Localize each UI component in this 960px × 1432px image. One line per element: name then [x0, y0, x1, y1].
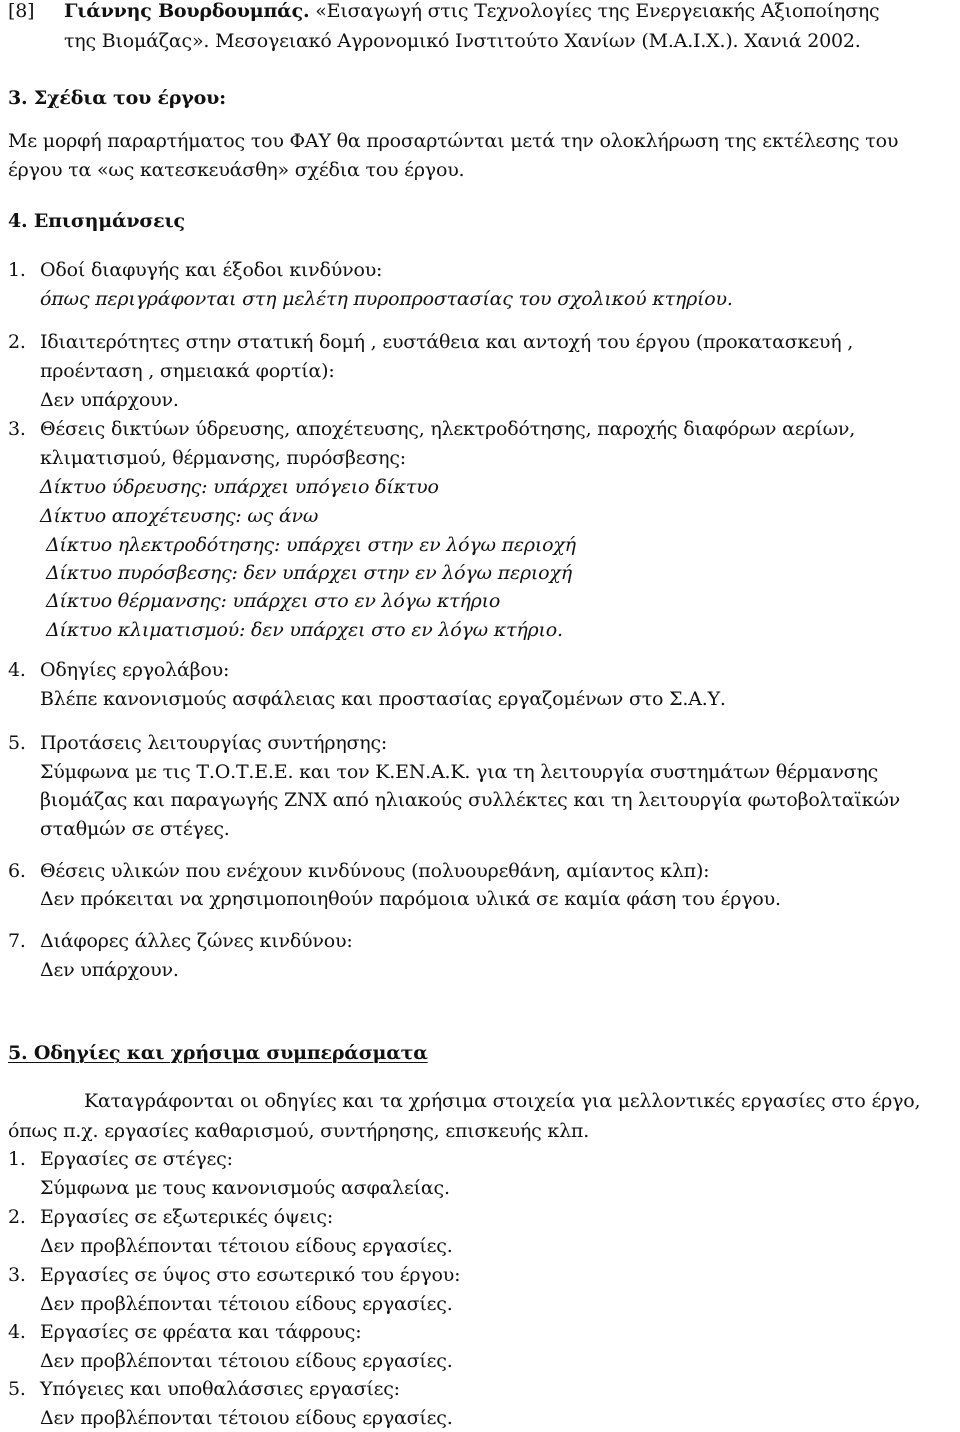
- work-5-number: 5.: [8, 1378, 26, 1400]
- section-5-intro-1: Καταγράφονται οι οδηγίες και τα χρήσιμα στοιχεία για μελλοντικές εργασίες στο έργο,: [84, 1090, 921, 1112]
- item-7-number: 7.: [8, 930, 26, 952]
- work-4-title: Εργασίες σε φρέατα και τάφρους:: [40, 1321, 362, 1343]
- work-2-text: Δεν προβλέπονται τέτοιου είδους εργασίες.: [40, 1235, 453, 1257]
- network-heating: Δίκτυο θέρμανσης: υπάρχει στο εν λόγω κτήριο: [46, 590, 501, 612]
- item-7-title: Διάφορες άλλες ζώνες κινδύνου:: [40, 930, 353, 952]
- reference-line-1: [64, 0, 879, 22]
- section-4-heading: 4. Επισημάνσεις: [8, 210, 185, 232]
- section-5-intro-2: όπως π.χ. εργασίες καθαρισμού, συντήρησης, επισκευής κλπ.: [8, 1120, 590, 1142]
- reference-title: «Εισαγωγή στις Τεχνολογίες της Ενεργειακής Αξιοποίησης: [315, 0, 880, 22]
- reference-number: [8]: [8, 0, 35, 22]
- item-6-text: Δεν πρόκειται να χρησιμοποιηθούν παρόμοια υλικά σε καμία φάση του έργου.: [40, 888, 781, 910]
- section-5-heading: 5. Οδηγίες και χρήσιμα συμπεράσματα: [8, 1042, 428, 1064]
- network-aircon: Δίκτυο κλιματισμού: δεν υπάρχει στο εν λόγω κτήριο.: [46, 619, 563, 641]
- section-3-text-2: έργου τα «ως κατεσκευάσθη» σχέδια του έργου.: [8, 159, 465, 181]
- network-sewage: Δίκτυο αποχέτευσης: ως άνω: [40, 505, 319, 527]
- work-4-text: Δεν προβλέπονται τέτοιου είδους εργασίες.: [40, 1350, 453, 1372]
- item-5-text-3: σταθμών σε στέγες.: [40, 818, 230, 840]
- work-1-number: 1.: [8, 1148, 26, 1170]
- work-5-title: Υπόγειες και υποθαλάσσιες εργασίες:: [40, 1378, 400, 1400]
- item-2-number: 2.: [8, 331, 26, 353]
- work-1-text: Σύμφωνα με τους κανονισμούς ασφαλείας.: [40, 1177, 450, 1199]
- item-3-title-cont: κλιματισμού, θέρμανσης, πυρόσβεσης:: [40, 447, 406, 469]
- work-3-title: Εργασίες σε ύψος στο εσωτερικό του έργου:: [40, 1264, 461, 1286]
- work-1-title: Εργασίες σε στέγες:: [40, 1148, 233, 1170]
- item-1-title: Οδοί διαφυγής και έξοδοι κινδύνου:: [40, 259, 383, 281]
- reference-author: Γιάννης Βουρδουμπάς.: [64, 0, 310, 22]
- item-4-title: Οδηγίες εργολάβου:: [40, 659, 230, 681]
- item-5-title: Προτάσεις λειτουργίας συντήρησης:: [40, 732, 388, 754]
- work-4-number: 4.: [8, 1321, 26, 1343]
- work-3-text: Δεν προβλέπονται τέτοιου είδους εργασίες.: [40, 1293, 453, 1315]
- network-electricity: Δίκτυο ηλεκτροδότησης: υπάρχει στην εν λόγω περιοχή: [46, 534, 576, 556]
- item-5-text-1: Σύμφωνα με τις Τ.Ο.Τ.Ε.Ε. και τον Κ.ΕΝ.Α.Κ. για τη λειτουργία συστημάτων θέρμανσης: [40, 761, 879, 783]
- work-5-text: Δεν προβλέπονται τέτοιου είδους εργασίες.: [40, 1407, 453, 1429]
- network-water: Δίκτυο ύδρευσης: υπάρχει υπόγειο δίκτυο: [40, 476, 439, 498]
- work-3-number: 3.: [8, 1264, 26, 1286]
- work-2-number: 2.: [8, 1206, 26, 1228]
- item-6-number: 6.: [8, 860, 26, 882]
- item-2-text: Δεν υπάρχουν.: [40, 389, 179, 411]
- item-5-text-2: βιομάζας και παραγωγής ΖΝΧ από ηλιακούς συλλέκτες και τη λειτουργία φωτοβολταϊκών: [40, 789, 900, 811]
- section-3-text-1: Με μορφή παραρτήματος του ΦΑΥ θα προσαρτώνται μετά την ολοκλήρωση της εκτέλεσης του: [8, 130, 899, 152]
- item-1-text: όπως περιγράφονται στη μελέτη πυροπροστασίας του σχολικού κτηρίου.: [40, 288, 733, 310]
- item-7-text: Δεν υπάρχουν.: [40, 959, 179, 981]
- item-3-title: Θέσεις δικτύων ύδρευσης, αποχέτευσης, ηλεκτροδότησης, παροχής διαφόρων αερίων,: [40, 418, 856, 440]
- item-2-title: Ιδιαιτερότητες στην στατική δομή , ευστάθεια και αντοχή του έργου (προκατασκευή ,: [40, 331, 854, 353]
- item-6-title: Θέσεις υλικών που ενέχουν κινδύνους (πολυουρεθάνη, αμίαντος κλπ):: [40, 860, 710, 882]
- network-fire: Δίκτυο πυρόσβεσης: δεν υπάρχει στην εν λόγω περιοχή: [46, 562, 572, 584]
- reference-line-2: της Βιομάζας». Μεσογειακό Αγρονομικό Ινστιτούτο Χανίων (Μ.Α.Ι.Χ.). Χανιά 2002.: [64, 30, 861, 52]
- item-3-number: 3.: [8, 418, 26, 440]
- item-5-number: 5.: [8, 732, 26, 754]
- item-4-text: Βλέπε κανονισμούς ασφάλειας και προστασίας εργαζομένων στο Σ.Α.Υ.: [40, 688, 726, 710]
- work-2-title: Εργασίες σε εξωτερικές όψεις:: [40, 1206, 334, 1228]
- item-4-number: 4.: [8, 659, 26, 681]
- item-2-title-cont: προένταση , σημειακά φορτία):: [40, 360, 335, 382]
- item-1-number: 1.: [8, 259, 26, 281]
- section-3-heading: 3. Σχέδια του έργου:: [8, 87, 226, 109]
